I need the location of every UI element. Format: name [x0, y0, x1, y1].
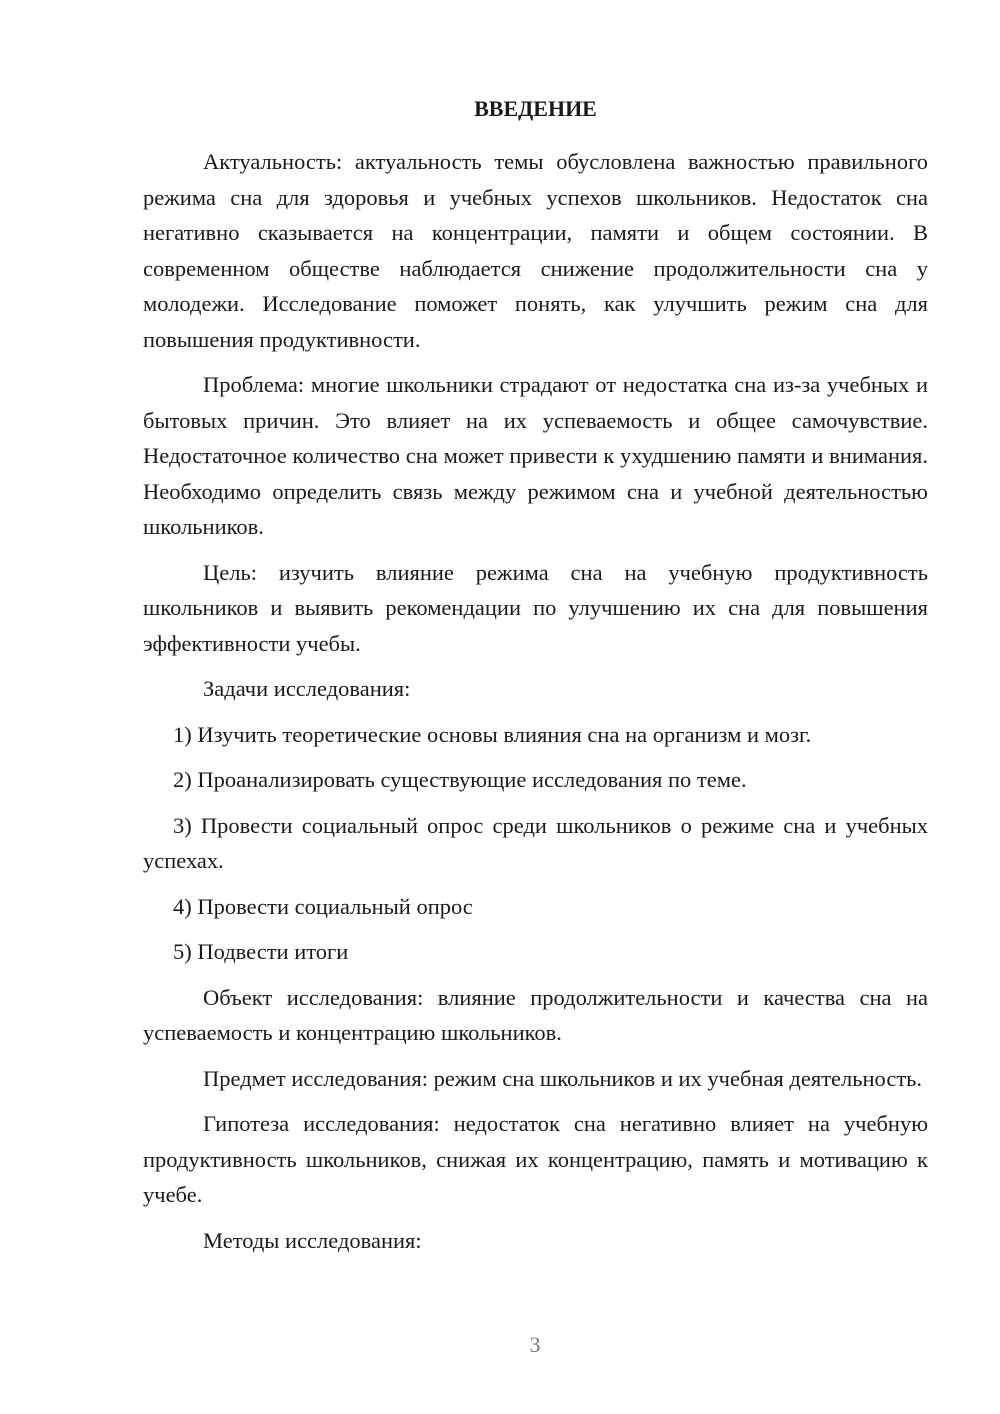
subject-paragraph: Предмет исследования: режим сна школьников и их учебная деятельность.	[203, 1065, 923, 1091]
goal-paragraph: Цель: изучить влияние режима сна на учебную продуктивность школьников и выявить рекомендации по улучшению их сна для повышения эффективности учебы.	[143, 559, 928, 656]
hypothesis-paragraph: Гипотеза исследования: недостаток сна негативно влияет на учебную продуктивность школьников, снижая их концентрацию, память и мотивацию к учебе.	[143, 1111, 928, 1207]
problem-paragraph: Проблема: многие школьники страдают от недостатка сна из-за учебных и бытовых причин. Это влияет на их успеваемость и общее самочувствие. Недостаточное количество сна может привести к ухудшению памяти и внимания. Необходимо определить связь между режимом сна и учебной деятельностью школьников.	[143, 372, 928, 539]
document-page	[143, 92, 928, 1268]
task-item: 3) Провести социальный опрос среди школьников о режиме сна и учебных успехах.	[143, 812, 928, 873]
task-item: 5) Подвести итоги	[173, 939, 349, 964]
task-item: 4) Провести социальный опрос	[173, 893, 473, 919]
section-heading: ВВЕДЕНИЕ	[474, 96, 597, 121]
task-item: 1) Изучить теоретические основы влияния сна на организм и мозг.	[173, 721, 812, 747]
relevance-paragraph: Актуальность: актуальность темы обусловлена важностью правильного режима сна для здоровья и учебных успехов школьников. Недостаток сна негативно сказывается на концентрации, памяти и общем состоянии. В современном обществе наблюдается снижение продолжительности сна у молодежи. Исследование поможет понять, как улучшить режим сна для повышения продуктивности.	[143, 149, 928, 352]
methods-title: Методы исследования:	[203, 1227, 422, 1253]
page-number: 3	[529, 1332, 541, 1357]
object-paragraph: Объект исследования: влияние продолжительности и качества сна на успеваемость и концентрацию школьников.	[143, 984, 928, 1045]
task-item: 2) Проанализировать существующие исследования по теме.	[173, 767, 747, 792]
tasks-title: Задачи исследования:	[203, 676, 411, 701]
